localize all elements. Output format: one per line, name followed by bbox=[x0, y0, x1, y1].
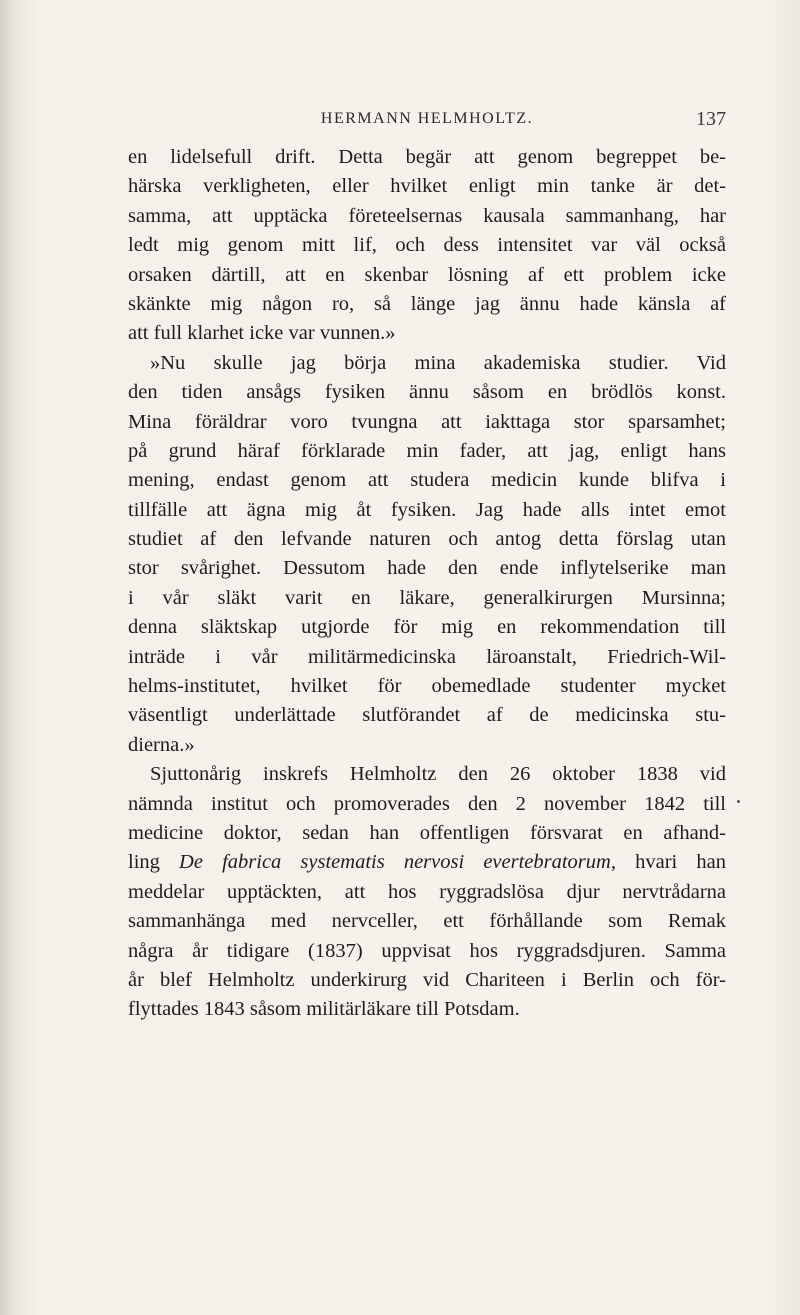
text-line: år blef Helmholtz underkirurg vid Chariteen i Berlin och för- bbox=[128, 968, 726, 991]
page-number: 137 bbox=[696, 108, 726, 130]
text-line: denna släktskap utgjorde för mig en rekommendation till bbox=[128, 616, 726, 639]
text-line: väsentligt underlättade slutförandet af de medicinska stu- bbox=[128, 704, 726, 727]
text-line: samma, att upptäcka företeelsernas kausala sammanhang, har bbox=[128, 204, 726, 227]
text-line: den tiden ansågs fysiken ännu såsom en brödlös konst. bbox=[128, 381, 726, 404]
text-line: några år tidigare (1837) uppvisat hos ryggradsdjuren. Samma bbox=[128, 939, 726, 962]
paragraph bbox=[128, 760, 726, 1025]
text-line: i vår släkt varit en läkare, generalkirurgen Mursinna; bbox=[128, 586, 726, 609]
page-header bbox=[128, 110, 726, 138]
text-line: »Nu skulle jag börja mina akademiska studier. Vid bbox=[150, 351, 726, 374]
text-line: inträde i vår militärmedicinska läroanstalt, Friedrich-Wil- bbox=[128, 645, 726, 668]
text-line: tillfälle att ägna mig åt fysiken. Jag hade alls intet emot bbox=[128, 498, 726, 521]
text-line: sammanhänga med nervceller, ett förhållande som Remak bbox=[128, 910, 726, 933]
text-line: skänkte mig någon ro, så länge jag ännu hade känsla af bbox=[128, 292, 726, 315]
paragraph bbox=[128, 143, 726, 349]
text-line: stor svårighet. Dessutom hade den ende inflytelserike man bbox=[128, 557, 726, 580]
paragraph bbox=[128, 349, 726, 760]
running-title: HERMANN HELMHOLTZ. bbox=[320, 110, 534, 127]
margin-speck bbox=[737, 800, 740, 803]
text-line: nämnda institut och promoverades den 2 november 1842 till bbox=[128, 792, 726, 815]
text-line: Sjuttonårig inskrefs Helmholtz den 26 oktober 1838 vid bbox=[150, 763, 726, 786]
text-line: studiet af den lefvande naturen och antog detta förslag utan bbox=[128, 528, 726, 551]
text-line: en lidelsefull drift. Detta begär att genom begreppet be- bbox=[128, 146, 726, 168]
text-line: flyttades 1843 såsom militärläkare till Potsdam. bbox=[128, 998, 520, 1021]
text-line: på grund häraf förklarade min fader, att jag, enligt hans bbox=[128, 439, 726, 462]
text-line: medicine doktor, sedan han offentligen försvarat en afhand- bbox=[128, 821, 726, 844]
text-line: mening, endast genom att studera medicin kunde blifva i bbox=[128, 469, 726, 492]
text-line: att full klarhet icke var vunnen.» bbox=[128, 322, 396, 345]
text-line: helms-institutet, hvilket för obemedlade studenter mycket bbox=[128, 675, 726, 698]
text-line: härska verkligheten, eller hvilket enligt min tanke är det- bbox=[128, 175, 726, 198]
text-line: Mina föräldrar voro tvungna att iakttaga stor sparsamhet; bbox=[128, 410, 726, 433]
text-line: dierna.» bbox=[128, 733, 195, 756]
text-run: , hvari han bbox=[610, 851, 726, 874]
text-line: ledt mig genom mitt lif, och dess intensitet var väl också bbox=[128, 234, 726, 257]
text-line: orsaken därtill, att en skenbar lösning af ett problem icke bbox=[128, 263, 726, 286]
italic-title: De fabrica systematis nervosi evertebratorum bbox=[179, 851, 611, 874]
text-line: meddelar upptäckten, att hos ryggradslösa djur nervtrådarna bbox=[128, 880, 726, 903]
body-text bbox=[128, 143, 726, 1025]
text-run: ling bbox=[128, 851, 180, 874]
text-line bbox=[128, 848, 726, 877]
